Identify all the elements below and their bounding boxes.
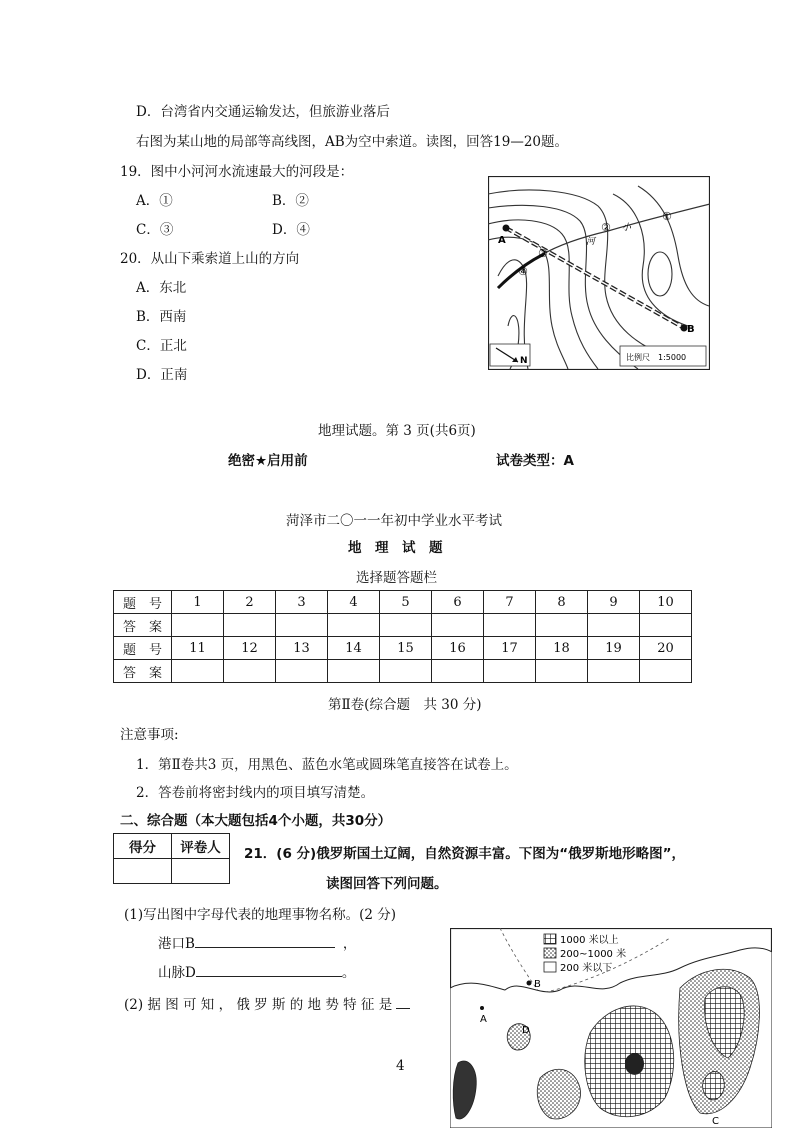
segment-2: ② <box>601 221 611 234</box>
q21-sub2-line <box>124 993 410 1013</box>
question-number: 17 <box>484 637 536 660</box>
q21-stem-line2: 读图回答下列问题。 <box>326 876 448 892</box>
row-label: 题 号 <box>114 591 172 614</box>
north-arrow-label: N <box>520 356 528 366</box>
map-label-b: B <box>534 979 541 990</box>
q19-option-b[interactable]: B．② <box>272 193 309 209</box>
answer-cell[interactable] <box>484 660 536 683</box>
question-number: 19 <box>588 637 640 660</box>
answer-cell[interactable] <box>380 660 432 683</box>
mountain-tail: 。 <box>341 965 356 981</box>
secret-label: 绝密★启用前 <box>228 453 308 469</box>
answer-cell[interactable] <box>328 660 380 683</box>
question-number: 3 <box>276 591 328 614</box>
question-number: 13 <box>276 637 328 660</box>
answer-table-row <box>114 591 692 614</box>
question-number: 16 <box>432 637 484 660</box>
answer-cell[interactable] <box>276 660 328 683</box>
answer-cell[interactable] <box>380 614 432 637</box>
port-line <box>158 932 356 952</box>
q20-option-d[interactable]: D．正南 <box>136 367 188 383</box>
answer-cell[interactable] <box>588 660 640 683</box>
paper-type: 试卷类型：A <box>496 453 574 469</box>
answer-cell[interactable] <box>276 614 328 637</box>
segment-1: ① <box>662 210 672 223</box>
q21-stem-line1: 21．(6 分)俄罗斯国土辽阔，自然资源丰富。下图为“俄罗斯地形略图”， <box>244 846 685 862</box>
answer-table-row <box>114 614 692 637</box>
answer-cell[interactable] <box>172 660 224 683</box>
legend-1000: 1000 米以上 <box>560 935 619 946</box>
notes-title: 注意事项: <box>120 727 179 743</box>
q21-sub1: (1)写出图中字母代表的地理事物名称。(2 分) <box>124 907 397 923</box>
page-footer: 地理试题。第 3 页(共6页) <box>318 423 476 439</box>
segment-3: ③ <box>538 247 548 260</box>
russia-terrain-map <box>450 928 772 1128</box>
answer-table <box>113 590 692 683</box>
question-number: 6 <box>432 591 484 614</box>
q20-stem: 20．从山下乘索道上山的方向 <box>120 251 300 267</box>
answer-cell[interactable] <box>536 614 588 637</box>
question-number: 4 <box>328 591 380 614</box>
river-word-2: 小 <box>622 223 632 233</box>
question-number: 8 <box>536 591 588 614</box>
question-number: 12 <box>224 637 276 660</box>
question-number: 20 <box>640 637 692 660</box>
q19-option-c[interactable]: C．③ <box>136 222 174 238</box>
grader-label: 评卷人 <box>172 834 230 859</box>
answer-cell[interactable] <box>328 614 380 637</box>
question-number: 1 <box>172 591 224 614</box>
mountain-label: 山脉D <box>158 965 196 981</box>
note-1: 1．第Ⅱ卷共3 页，用黑色、蓝色水笔或圆珠笔直接答在试卷上。 <box>136 757 518 773</box>
exam-title: 菏泽市二〇一一年初中学业水平考试 <box>286 513 502 529</box>
q19-option-d[interactable]: D．④ <box>272 222 310 238</box>
question-number: 2 <box>224 591 276 614</box>
contour-label-a: A <box>498 235 506 246</box>
scale-label: 比例尺 1:5000 <box>626 353 687 362</box>
q21-sub2: (2) 据 图 可 知 ， 俄 罗 斯 的 地 势 特 征 是 <box>124 997 393 1013</box>
answer-table-row <box>114 660 692 683</box>
answer-cell[interactable] <box>640 660 692 683</box>
q20-option-a[interactable]: A．东北 <box>136 280 187 296</box>
map-label-a: A <box>480 1014 487 1025</box>
page-number: 4 <box>396 1058 405 1074</box>
port-label: 港口B <box>158 936 195 952</box>
segment-4: ④ <box>518 265 528 278</box>
q19-option-a[interactable]: A．① <box>136 193 173 209</box>
score-table <box>113 833 230 884</box>
map-label-d: D <box>522 1025 530 1036</box>
question-number: 5 <box>380 591 432 614</box>
question-number: 10 <box>640 591 692 614</box>
mountain-answer-field[interactable] <box>196 962 342 977</box>
question-number: 7 <box>484 591 536 614</box>
map-label-c: C <box>712 1116 719 1127</box>
answer-cell[interactable] <box>484 614 536 637</box>
port-tail: ， <box>342 936 357 952</box>
contour-label-b: B <box>687 324 695 335</box>
score-cell[interactable] <box>114 859 172 884</box>
answer-table-row <box>114 637 692 660</box>
legend-200-1000: 200~1000 米 <box>560 949 627 960</box>
row-label: 答 案 <box>114 614 172 637</box>
answer-cell[interactable] <box>224 614 276 637</box>
question-number: 11 <box>172 637 224 660</box>
port-answer-field[interactable] <box>195 933 335 948</box>
mountain-line <box>158 961 355 981</box>
section2-title: 二、综合题（本大题包括4个小题，共30分） <box>120 813 392 829</box>
row-label: 题 号 <box>114 637 172 660</box>
answer-cell[interactable] <box>640 614 692 637</box>
q20-option-c[interactable]: C．正北 <box>136 338 187 354</box>
q18-option-d: D．台湾省内交通运输发达，但旅游业落后 <box>136 104 390 120</box>
q20-option-b[interactable]: B．西南 <box>136 309 187 325</box>
row-label: 答 案 <box>114 660 172 683</box>
contour-map <box>488 176 710 370</box>
question-number: 18 <box>536 637 588 660</box>
legend-200: 200 米以下 <box>560 963 613 974</box>
part2-title: 第Ⅱ卷(综合题 共 30 分) <box>328 697 482 713</box>
question-number: 14 <box>328 637 380 660</box>
note-2: 2．答卷前将密封线内的项目填写清楚。 <box>136 785 375 801</box>
answer-cell[interactable] <box>536 660 588 683</box>
terrain-answer-field[interactable] <box>396 994 410 1009</box>
question-number: 9 <box>588 591 640 614</box>
answer-cell[interactable] <box>172 614 224 637</box>
question-number: 15 <box>380 637 432 660</box>
river-word-1: 河 <box>586 237 596 247</box>
answer-cell[interactable] <box>432 660 484 683</box>
answer-cell[interactable] <box>224 660 276 683</box>
subject-title: 地 理 试 题 <box>348 540 443 556</box>
grader-cell[interactable] <box>172 859 230 884</box>
answer-cell[interactable] <box>588 614 640 637</box>
score-label: 得分 <box>114 834 172 859</box>
q19-20-intro: 右图为某山地的局部等高线图，AB为空中索道。读图，回答19—20题。 <box>136 134 569 150</box>
answer-sheet-title: 选择题答题栏 <box>356 570 437 586</box>
q19-stem: 19．图中小河河水流速最大的河段是： <box>120 164 354 180</box>
answer-cell[interactable] <box>432 614 484 637</box>
